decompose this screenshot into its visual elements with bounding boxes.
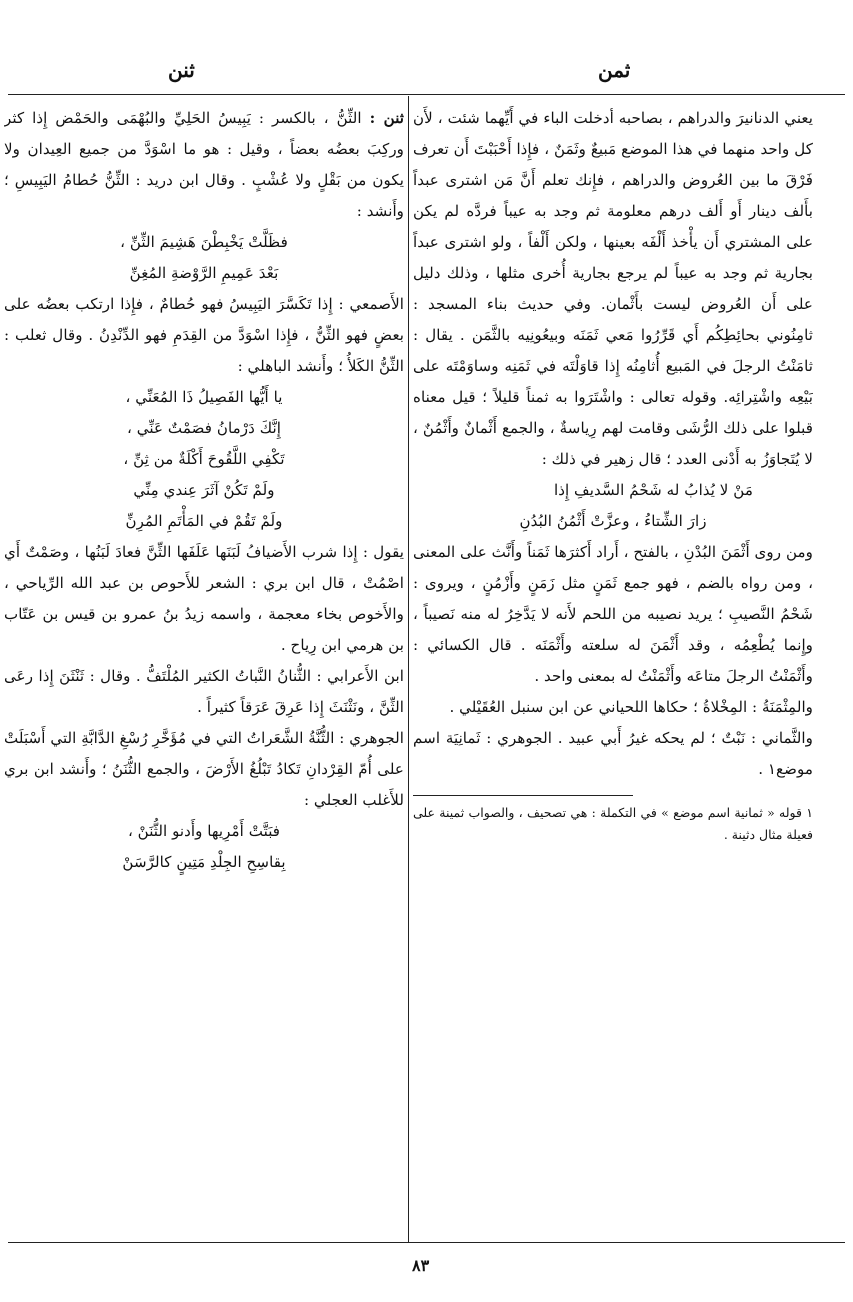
verse-line: ولَمْ تَكُنْ آثَرَ عِندي مِنِّي: [133, 481, 275, 499]
verse-line: زارَ الشِّتاءُ ، وعزَّتْ أَثْمُنُ البُدُنِ: [519, 512, 707, 530]
header-rule: [8, 94, 845, 95]
entry-headword: ثنن :: [369, 109, 404, 127]
verse-line: ولَمْ تَقُمْ في المَأْتَمِ المُرِنِّ: [125, 512, 283, 530]
verse-line: يا أَيُّها الفَصِيلُ ذَا المُعَنِّي ،: [125, 388, 283, 406]
entry-paragraph: يعني الدنانيرَ والدراهم ، بصاحبه أدخلت الباء في أَيِّهما شئت ، لأَن كل واحد منهما في هذا الموضع مَبيعٌ وثَمَنٌ ، فإِذا أَحْبَبْتَ أَن تعرف فَرْقَ ما بين العُروض والدراهم ، فإِنك تعلم أَنَّ مَن اشترى عبداً بأَلف دينار أَو أَلف درهم معلومة ثم وجد به عيباً فردَّه لم يكن على المشتري أَن يأْخذ أَلْفَه بعينها ، ولكن أَلْفاً ، ولو اشترى عبداً بجارية ثم وجد به عيباً لم يرجع بجارية أُخرى مثلها ، وذلك دليل على أَن العُروض ليست بأَثْمان. وفي حديث بناء المسجد : ثامِنُوني بحائِطِكُم أَي قَرِّرُوا مَعي ثَمَنَه وبيعُونِيه بالثَّمَن . يقال : ثامَنْتُ الرجلَ في المَبيع أُثامِنُه إِذا قاوَلْتَه في ثَمَنِه وساوَمْتَه على بَيْعِه واشْتِرائِه. وقوله تعالى : واشْتَرَوا به ثمناً قليلاً ؛ قيل معناه قبلوا على ذلك الرُّشَى وقامت لهم رِياسةٌ ، والجمع أَثْمانٌ وأَثْمُنٌ ، لا يُتَجاوَزُ به أَدْنى العدد ؛ قال زهير في ذلك :: [413, 109, 813, 468]
entry-paragraph: [4, 103, 404, 227]
footnote-rule: [413, 795, 633, 796]
entry-paragraph: والثَّماني : نَبْتٌ ؛ لم يحكه غيرُ أَبي عبيد . الجوهري : ثَمانِيَة اسم موضع١ .: [413, 729, 813, 778]
header-headword-left: ثنن: [168, 58, 195, 82]
entry-paragraph: يقول : إِذا شرب الأَضيافُ لَبَنَها عَلَفَها الثِّنَّ فعادَ لَبَنُها ، وصَمْتٌ أَي اصْمُتْ ، قال ابن بري : الشعر للأَحوص بن عبد الله الرِّياحي ، والأَخوص بخاء معجمة ، واسمه زيدُ بنُ عمرو بن قيس بن عَتّاب بن هرمي ابن رِياح .: [4, 543, 404, 654]
entry-paragraph: الأَصمعي : إِذا تَكَسَّرَ اليَبِيسُ فهو حُطامٌ ، فإِذا ارتكب بعضُه على بعضٍ فهو الثِّنُّ ، فإِذا اسْوَدَّ من القِدَمِ فهو الدِّنْدِنُ . وقال ثعلب : الثِّنُّ الكَلأُ ؛ وأَنشد الباهلي :: [4, 295, 404, 375]
entry-paragraph: الجوهري : الثُّنَّةُ الشَّعَراتُ التي في مُؤَخَّرِ رُسْغِ الدَّابَّةِ التي أَسْبَلَتْ على أُمّ القِرْدانِ تَكادُ تَبْلُغُ الأَرْضَ ، والجمع الثُّنَنُ ؛ وأَنشد ابن بري للأَغلب العجلي :: [4, 729, 404, 809]
entry-paragraph: ومن روى أَثْمَنَ البُدْنِ ، بالفتح ، أَراد أَكثرَها ثَمَناً وأَنَّث على المعنى ، ومن رواه بالضم ، فهو جمع ثَمَنٍ مثل زَمَنٍ وأَزْمُنٍ ، ويروى : شَحْمُ النَّصيبِ ؛ يريد نصيبه من اللحم لأَنه لا يَدَّخِرُ له منه نَصيباً ، وإِنما يُطْعِمُه ، وقد أَثْمَنَ له سلعته وأَثْمَنَه . قال الكسائي : وأَثْمَنْتُ الرجلَ متاعَه وأَثْمَنْتُ له بمعنى واحد .: [413, 543, 813, 685]
column-divider: [408, 96, 409, 1242]
verse-line: بَعْدَ عَمِيمِ الرَّوْضةِ المُغِنِّ: [129, 264, 279, 282]
left-column: [4, 103, 404, 1243]
entry-paragraph: والمِثْمَنَةُ : المِخْلاةُ ؛ حكاها اللحياني عن ابن سنبل العُقَيْلي .: [449, 698, 813, 716]
header-headword-right: ثمن: [598, 58, 631, 82]
verse-line: مَنْ لا يُذابُ له شَحْمُ السَّديفِ إِذا: [554, 481, 753, 499]
verse-line: بِقاسِحِ الجِلْدِ مَتِينٍ كالرَّسَنْ: [122, 853, 286, 871]
verse-line: تَكْفِي اللَّقُوحَ أَكْلَةٌ من ثِنِّ ،: [123, 450, 285, 468]
verse-line: إِنَّكَ دَرْمانُ فصَمْتٌ عَنِّي ،: [127, 419, 281, 437]
footnote: ١ قوله « ثمانية اسم موضع » في التكملة : هي تصحيف ، والصواب ثمينة على فعيلة مثال دثينة .: [413, 805, 813, 842]
page-number: ٨٣: [412, 1256, 430, 1275]
verse-line: فظَلَّتْ يَخْبِطْنَ هَشِيمَ الثِّنِّ ،: [120, 233, 288, 251]
entry-paragraph: ابن الأَعرابي : الثُّنانُ النَّباتُ الكثير المُلْتَفُّ . وقال : ثَنْثَنَ إِذا رعَى الثِّنَّ ، ونَثْنَثَ إِذا عَرِقَ عَرَقاً كثيراً .: [4, 667, 404, 716]
right-column: [413, 103, 813, 1243]
verse-line: فبَتَّتْ أَمْرِيها وأَدنو الثُّنَنْ ،: [127, 822, 281, 840]
entry-text: الثِّنُّ ، بالكسر : يَبِيسُ الحَلِيِّ والبُهْمَى والحَمْض إِذا كثر وركِبَ بعضُه بعضاً ، وقيل : هو ما اسْوَدَّ من جميع العِيدان ولا يكون من بَقْلٍ ولا عُشْبٍ . وقال ابن دريد : الثِّنُّ حُطامُ اليَبِيسِ ؛ وأَنشد :: [4, 109, 404, 220]
